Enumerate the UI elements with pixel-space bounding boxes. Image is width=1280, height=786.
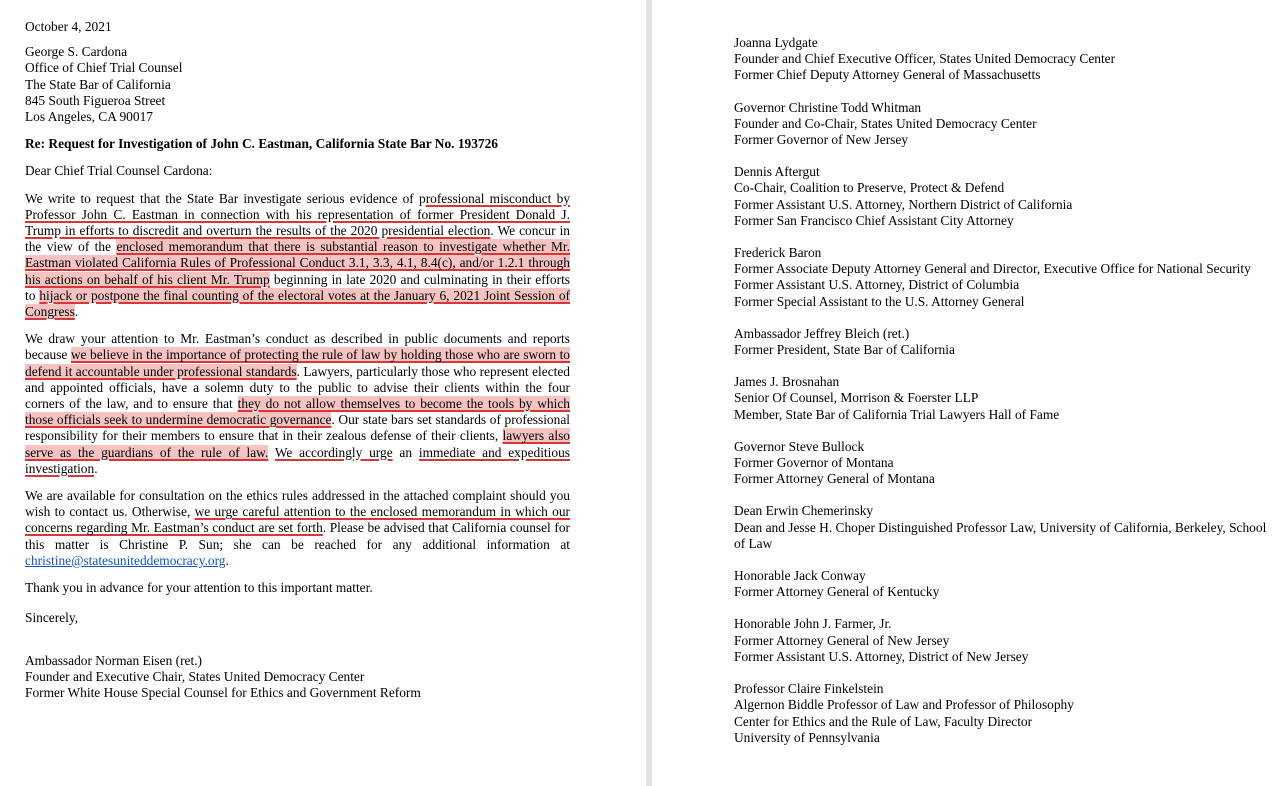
signatory-title: Founder and Chief Executive Officer, States United Democracy Center [734,51,1116,67]
signatory-entry [734,35,1279,84]
signatory-title: Former San Francisco Chief Assistant City Attorney [734,212,1014,228]
signatory-name: Honorable Jack Conway [734,568,866,584]
highlighted-passage: they do not allow themselves to become the tools by which those officials seek to undermine democratic governance [25,396,570,428]
signatory-name: Dean Erwin Chemerinsky [734,503,874,519]
address-line: 845 South Figueroa Street [25,92,166,108]
signer-title: Founder and Executive Chair, States United Democracy Center [25,668,365,684]
signatory-entry [734,100,1279,149]
signatory-name: Ambassador Jeffrey Bleich (ret.) [734,325,910,341]
signatories-list [734,35,1279,762]
signatory-entry [734,374,1279,423]
thank-you-line: Thank you in advance for your attention to this important matter. [25,580,373,596]
underlined-passage: we urge careful attention to the enclosed memorandum in which our concerns regarding Mr. Eastman’s conduct are set forth [25,504,571,536]
signatory-title: Former Assistant U.S. Attorney, Northern District of California [734,196,1073,212]
signatory-entry [734,681,1279,746]
signatory-name: James J. Brosnahan [734,374,840,390]
signatory-name: Frederick Baron [734,245,822,261]
text-run: . [94,460,98,476]
paragraph-attention [25,331,570,477]
signatory-title: Algernon Biddle Professor of Law and Professor of Philosophy [734,697,1074,713]
signatory-name: Professor Claire Finkelstein [734,681,884,697]
signatory-entry [734,568,1279,600]
signatory-title: Founder and Co-Chair, States United Democracy Center [734,115,1037,131]
signatory-title: Former Associate Deputy Attorney General and Director, Executive Office for National Security [734,261,1251,277]
highlighted-passage: lawyers also serve as the guardians of the rule of law. [25,428,570,460]
signatory-title: Former Chief Deputy Attorney General of Massachusetts [734,67,1041,83]
text-run: . [225,552,229,568]
signatory-title: Former Governor of Montana [734,455,894,471]
signatory-entry [734,245,1279,310]
underlined-passage: rofessional misconduct by Professor John C. Eastman in connection with his representation of former President Donald J. Trump in efforts to discredit and overturn the results of the 2020 presidential election [25,190,571,239]
text-run: . Lawyers, particularly those who represent elected and appointed officials, have a solemn duty to the public to advise their clients within the four corners of the law, and to ensure that [25,363,570,412]
signatory-title: Former Assistant U.S. Attorney, District of New Jersey [734,648,1029,664]
address-line: George S. Cardona [25,44,128,60]
signer-block [25,653,570,702]
text-run: We are available for consultation on the ethics rules addressed in the attached complaint should you wish to contact us. Otherwise, [25,488,570,520]
address-line: The State Bar of California [25,76,171,92]
letter-date: October 4, 2021 [25,19,112,34]
signatory-title: University of Pennsylvania [734,729,880,745]
signatory-entry [734,616,1279,665]
email-link[interactable]: christine@statesuniteddemocracy.org [25,552,226,568]
signatory-title: Former Assistant U.S. Attorney, District of Columbia [734,277,1020,293]
signatory-name: Dennis Aftergut [734,164,820,180]
signatory-title: Former Attorney General of New Jersey [734,632,950,648]
signatory-title: Former Special Assistant to the U.S. Attorney General [734,293,1025,309]
salutation: Dear Chief Trial Counsel Cardona: [25,163,213,179]
letter-body [25,19,570,701]
underlined-passage: immediate and expeditious investigation [25,444,570,476]
text-run: . We concur in the view of the [25,223,570,255]
signatory-entry [734,326,1279,358]
text-run: We draw your attention to Mr. Eastman’s conduct as described in public documents and reports because [25,331,570,363]
text-run: . Our state bars set standards of professional responsibility for their members to ensure that in their zealous defense of their clients, [25,412,570,444]
signatory-entry [734,164,1279,229]
text-run: . [74,304,79,320]
highlighted-passage: enclosed memorandum that there is substantial reason to investigate whether Mr. Eastman violated California Rules of Professional Conduct 3.1, 3.3, 4.1, 8.4(c), and/or 1.2.1 through his actions on behalf of his client Mr. Trump [25,239,570,287]
text-run: beginning in late 2020 and culminating in their efforts to [25,271,571,303]
signatory-title: Center for Ethics and the Rule of Law, Faculty Director [734,713,1033,729]
subject-line: Re: Request for Investigation of John C. Eastman, California State Bar No. 193726 [25,136,499,152]
signer-title: Former White House Special Counsel for Ethics and Government Reform [25,684,421,700]
text-run: We write to request that the State Bar investigate serious evidence of p [25,190,426,206]
text-run: an [392,444,419,460]
signatory-entry [734,503,1279,552]
signatory-title: Co-Chair, Coalition to Preserve, Protect & Defend [734,180,1005,196]
closing: Sincerely, [25,610,79,626]
text-run: . Please be advised that California counsel for this matter is Christine P. Sun; she can be reached for any additional information at [25,520,570,552]
signatories-page-right [652,0,1280,786]
signatory-title: Former Attorney General of Montana [734,471,935,487]
highlighted-passage: hijack or postpone the final counting of the electoral votes at the January 6, 2021 Joint Session of Congress [25,287,570,320]
address-line: Office of Chief Trial Counsel [25,60,183,76]
signatory-name: Governor Christine Todd Whitman [734,99,922,115]
signatory-title: Dean and Jesse H. Choper Distinguished Professor Law, University of California, Berkeley, School of Law [734,519,1267,551]
recipient-address [25,44,570,125]
signatory-name: Joanna Lydgate [734,35,818,50]
highlighted-passage: we believe in the importance of protecting the rule of law by holding those who are sworn to defend it accountable under professional standards [25,347,570,379]
address-line: Los Angeles, CA 90017 [25,109,153,125]
signatory-entry [734,439,1279,488]
signatory-title: Senior Of Counsel, Morrison & Foerster LLP [734,390,979,406]
signatory-title: Former President, State Bar of California [734,342,955,358]
signatory-name: Governor Steve Bullock [734,438,865,454]
signer-name: Ambassador Norman Eisen (ret.) [25,652,203,668]
signatory-title: Former Attorney General of Kentucky [734,584,940,600]
signatory-title: Former Governor of New Jersey [734,132,909,148]
paragraph-request [25,191,570,321]
signatory-title: Member, State Bar of California Trial Lawyers Hall of Fame [734,406,1060,422]
paragraph-consultation [25,488,570,569]
signatory-name: Honorable John J. Farmer, Jr. [734,616,892,632]
underlined-passage: We accordingly urge [274,444,393,460]
